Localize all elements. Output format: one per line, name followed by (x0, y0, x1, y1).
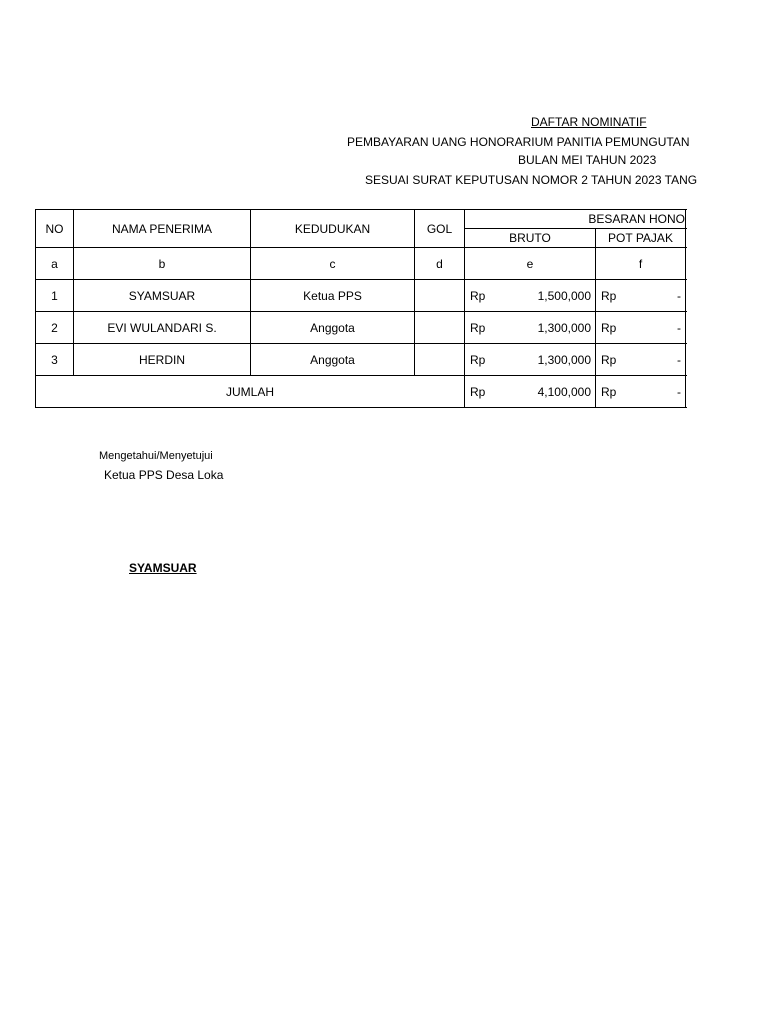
table-row (36, 312, 688, 344)
row-kedudukan: Anggota (251, 312, 415, 344)
row-pot-pajak (596, 312, 686, 344)
row-bruto (465, 344, 596, 376)
header-nama-penerima: NAMA PENERIMA (74, 210, 251, 248)
row-no: 1 (36, 280, 74, 312)
bruto-value: 1,500,000 (537, 288, 591, 303)
pajak-value: - (677, 320, 681, 335)
row-bruto (465, 312, 596, 344)
total-pajak-value: - (677, 384, 681, 399)
currency-label: Rp (470, 320, 486, 335)
approval-label: Mengetahui/Menyetujui (99, 450, 213, 462)
row-nama: EVI WULANDARI S. (74, 312, 251, 344)
bruto-value: 1,300,000 (537, 320, 591, 335)
row-gol (415, 312, 465, 344)
total-label: JUMLAH (36, 376, 465, 408)
currency-label: Rp (601, 384, 617, 399)
row-nama: HERDIN (74, 344, 251, 376)
honorarium-table-container (35, 209, 687, 409)
document-period: BULAN MEI TAHUN 2023 (518, 153, 657, 167)
letter-cell-extra (686, 248, 688, 280)
currency-label: Rp (601, 352, 617, 367)
row-kedudukan: Ketua PPS (251, 280, 415, 312)
row-no: 3 (36, 344, 74, 376)
bruto-value: 1,300,000 (537, 352, 591, 367)
table-row (36, 344, 688, 376)
signer-position: Ketua PPS Desa Loka (104, 468, 224, 482)
total-pot-pajak (596, 376, 686, 408)
header-bruto: BRUTO (465, 229, 596, 248)
header-besaran-honorarium: BESARAN HONO (465, 210, 686, 229)
total-bruto (465, 376, 596, 408)
header-extra-sub (686, 229, 688, 248)
header-kedudukan: KEDUDUKAN (251, 210, 415, 248)
row-extra (686, 344, 688, 376)
letter-cell: d (415, 248, 465, 280)
currency-label: Rp (601, 288, 617, 303)
header-pot-pajak: POT PAJAK (596, 229, 686, 248)
header-gol: GOL (415, 210, 465, 248)
header-extra (686, 210, 688, 229)
pajak-value: - (677, 288, 681, 303)
row-gol (415, 344, 465, 376)
letter-cell: e (465, 248, 596, 280)
document-subtitle: PEMBAYARAN UANG HONORARIUM PANITIA PEMUNGUTAN (347, 135, 690, 149)
currency-label: Rp (470, 288, 486, 303)
row-bruto (465, 280, 596, 312)
document-reference: SESUAI SURAT KEPUTUSAN NOMOR 2 TAHUN 2023 TANG (365, 173, 698, 187)
letter-cell: f (596, 248, 686, 280)
row-no: 2 (36, 312, 74, 344)
table-header-row (36, 210, 688, 229)
row-extra (686, 312, 688, 344)
letter-cell: a (36, 248, 74, 280)
document-title: DAFTAR NOMINATIF (531, 115, 647, 129)
currency-label: Rp (470, 352, 486, 367)
table-row (36, 280, 688, 312)
honorarium-table (35, 209, 687, 408)
pajak-value: - (677, 352, 681, 367)
signer-name: SYAMSUAR (129, 561, 197, 575)
row-nama: SYAMSUAR (74, 280, 251, 312)
currency-label: Rp (470, 384, 486, 399)
row-gol (415, 280, 465, 312)
row-extra (686, 280, 688, 312)
table-total-row (36, 376, 688, 408)
total-bruto-value: 4,100,000 (537, 384, 591, 399)
table-letter-row (36, 248, 688, 280)
row-kedudukan: Anggota (251, 344, 415, 376)
total-extra (686, 376, 688, 408)
row-pot-pajak (596, 344, 686, 376)
header-no: NO (36, 210, 74, 248)
row-pot-pajak (596, 280, 686, 312)
letter-cell: b (74, 248, 251, 280)
letter-cell: c (251, 248, 415, 280)
currency-label: Rp (601, 320, 617, 335)
